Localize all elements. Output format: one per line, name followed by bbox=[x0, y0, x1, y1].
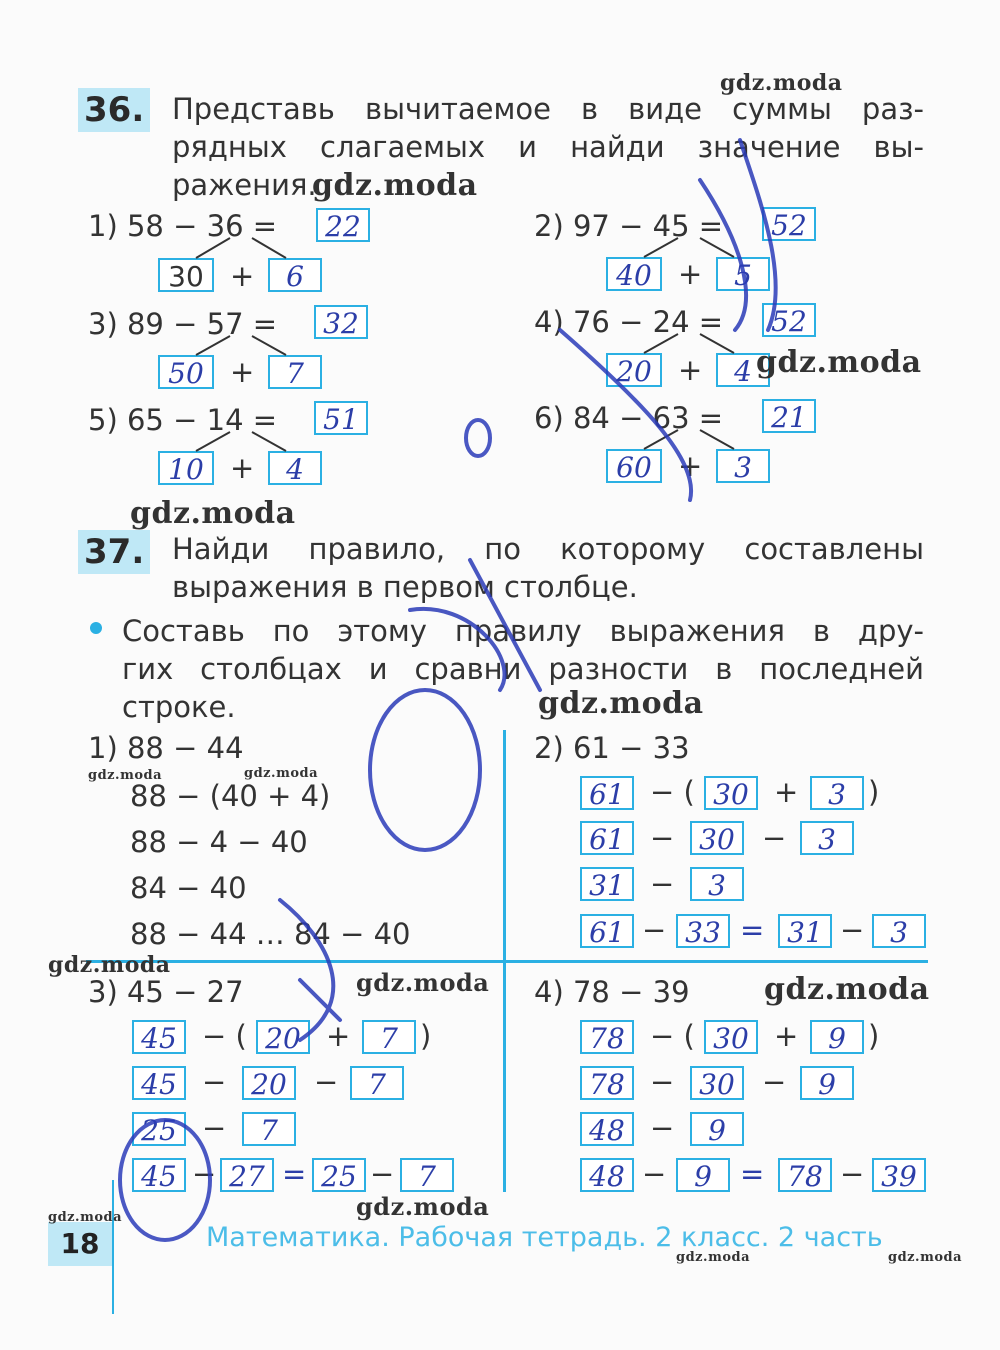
book-title: Математика. Рабочая тетрадь. 2 класс. 2 часть bbox=[206, 1222, 883, 1253]
col-2-r3-b[interactable]: 3 bbox=[690, 867, 744, 901]
watermark: gdz.moda bbox=[720, 70, 843, 96]
minus-sign: − bbox=[192, 1157, 217, 1191]
watermark: gdz.moda bbox=[356, 968, 490, 997]
col-1-line-1: 88 − (40 + 4) bbox=[130, 779, 331, 813]
bullet-dot bbox=[90, 622, 102, 634]
watermark: gdz.moda bbox=[538, 686, 704, 721]
watermark: gdz.moda bbox=[356, 1192, 490, 1221]
task-36-item-6-b[interactable]: 3 bbox=[716, 449, 770, 483]
col-2-r4-c[interactable]: 31 bbox=[778, 914, 832, 948]
task-36-item-2-a[interactable]: 40 bbox=[606, 257, 662, 291]
task-36-item-1-b[interactable]: 6 bbox=[268, 258, 322, 292]
watermark: gdz.moda bbox=[888, 1250, 963, 1265]
minus-sign: − bbox=[840, 913, 865, 947]
plus-sign: + bbox=[230, 259, 255, 293]
minus-sign: − bbox=[202, 1065, 227, 1099]
minus-sign: − bbox=[840, 1157, 865, 1191]
col-4-r2-a[interactable]: 78 bbox=[580, 1066, 634, 1100]
col-4-r3-b[interactable]: 9 bbox=[690, 1112, 744, 1146]
col-4-title: 4) 78 − 39 bbox=[534, 975, 690, 1009]
plus-sign: + bbox=[230, 451, 255, 485]
col-2-title: 2) 61 − 33 bbox=[534, 731, 690, 765]
minus-sign: − bbox=[650, 1111, 675, 1145]
plus-sign: + bbox=[678, 449, 703, 483]
watermark: gdz.moda bbox=[88, 768, 163, 783]
close-paren: ) bbox=[868, 1019, 880, 1053]
col-2-r3-a[interactable]: 31 bbox=[580, 867, 634, 901]
minus-sign: − bbox=[762, 1065, 787, 1099]
minus-open: − ( bbox=[650, 1019, 695, 1053]
col-3-r4-c[interactable]: 25 bbox=[312, 1158, 366, 1192]
minus-sign: − bbox=[650, 867, 675, 901]
watermark: gdz.moda bbox=[48, 1210, 123, 1225]
col-3-r3-b[interactable]: 7 bbox=[242, 1112, 296, 1146]
task-36-line-3: ражения. bbox=[172, 168, 317, 202]
watermark: gdz.moda bbox=[756, 345, 922, 380]
task-36-item-5-expr: 5) 65 − 14 = bbox=[88, 403, 278, 437]
task-37-bullet-line-2: гих столбцах и сравни разности в последней bbox=[122, 652, 924, 686]
watermark: gdz.moda bbox=[764, 972, 930, 1007]
watermark: gdz.moda bbox=[244, 766, 319, 781]
task-36-item-3-expr: 3) 89 − 57 = bbox=[88, 307, 278, 341]
col-2-r2-c[interactable]: 3 bbox=[800, 821, 854, 855]
col-2-r4-a[interactable]: 61 bbox=[580, 914, 634, 948]
col-4-r4-b[interactable]: 9 bbox=[676, 1158, 730, 1192]
col-3-r3-a[interactable]: 25 bbox=[132, 1112, 186, 1146]
task-37-line-1: Найди правило, по которому составлены bbox=[172, 532, 924, 566]
col-1-line-4: 88 − 44 … 84 − 40 bbox=[130, 917, 411, 951]
watermark: gdz.moda bbox=[312, 168, 478, 203]
task-36-item-4-b[interactable]: 4 bbox=[716, 353, 770, 387]
minus-sign: − bbox=[202, 1111, 227, 1145]
col-4-r1-a[interactable]: 78 bbox=[580, 1020, 634, 1054]
col-3-r1-b[interactable]: 20 bbox=[256, 1020, 310, 1054]
horizontal-divider bbox=[86, 960, 928, 963]
comparison-sign: = bbox=[740, 1157, 765, 1191]
plus-sign: + bbox=[230, 355, 255, 389]
col-3-r1-a[interactable]: 45 bbox=[132, 1020, 186, 1054]
col-2-r2-a[interactable]: 61 bbox=[580, 821, 634, 855]
task-37-bullet-line-3: строке. bbox=[122, 690, 236, 724]
task-36-item-5-answer[interactable]: 51 bbox=[314, 401, 368, 435]
minus-sign: − bbox=[650, 821, 675, 855]
task-37-bullet-text bbox=[122, 612, 924, 726]
comparison-sign: = bbox=[740, 913, 765, 947]
col-2-r1-a[interactable]: 61 bbox=[580, 776, 634, 810]
col-3-r4-b[interactable]: 27 bbox=[220, 1158, 274, 1192]
task-36-item-3-answer[interactable]: 32 bbox=[314, 305, 368, 339]
task-36-number: 36. bbox=[78, 88, 150, 132]
col-3-r4-a[interactable]: 45 bbox=[132, 1158, 186, 1192]
col-4-r4-a[interactable]: 48 bbox=[580, 1158, 634, 1192]
task-36-item-3-b[interactable]: 7 bbox=[268, 355, 322, 389]
task-36-item-1-expr: 1) 58 − 36 = bbox=[88, 209, 278, 243]
col-4-r2-b[interactable]: 30 bbox=[690, 1066, 744, 1100]
minus-sign: − bbox=[642, 1157, 667, 1191]
plus-sign: + bbox=[678, 353, 703, 387]
task-36-item-2-expr: 2) 97 − 45 = bbox=[534, 209, 724, 243]
plus-sign: + bbox=[326, 1019, 351, 1053]
task-37-bullet-line-1: Составь по этому правилу выражения в дру- bbox=[122, 614, 924, 648]
col-2-r2-b[interactable]: 30 bbox=[690, 821, 744, 855]
col-4-r4-c[interactable]: 78 bbox=[778, 1158, 832, 1192]
task-36-item-2-answer[interactable]: 52 bbox=[762, 207, 816, 241]
task-37-number: 37. bbox=[78, 530, 150, 574]
task-36-item-4-expr: 4) 76 − 24 = bbox=[534, 305, 724, 339]
col-3-r2-c[interactable]: 7 bbox=[350, 1066, 404, 1100]
task-36-item-1-answer[interactable]: 22 bbox=[316, 208, 370, 242]
minus-sign: − bbox=[642, 913, 667, 947]
col-3-title: 3) 45 − 27 bbox=[88, 975, 244, 1009]
task-36-item-4-a[interactable]: 20 bbox=[606, 353, 662, 387]
col-2-r4-b[interactable]: 33 bbox=[676, 914, 730, 948]
col-4-r4-d[interactable]: 39 bbox=[872, 1158, 926, 1192]
watermark: gdz.moda bbox=[48, 952, 171, 978]
minus-sign: − bbox=[314, 1065, 339, 1099]
task-36-text bbox=[172, 90, 924, 204]
watermark: gdz.moda bbox=[676, 1250, 751, 1265]
watermark: gdz.moda bbox=[130, 496, 296, 531]
minus-open: − ( bbox=[202, 1019, 247, 1053]
task-36-item-6-a[interactable]: 60 bbox=[606, 449, 662, 483]
task-36-item-2-b[interactable]: 5 bbox=[716, 257, 770, 291]
close-paren: ) bbox=[420, 1019, 432, 1053]
plus-sign: + bbox=[774, 1019, 799, 1053]
comparison-sign: = bbox=[282, 1157, 307, 1191]
plus-sign: + bbox=[678, 257, 703, 291]
task-37-line-2: выражения в первом столбце. bbox=[172, 570, 638, 604]
task-37-text bbox=[172, 530, 924, 606]
col-3-r4-d[interactable]: 7 bbox=[400, 1158, 454, 1192]
minus-sign: − bbox=[650, 1065, 675, 1099]
col-3-r2-b[interactable]: 20 bbox=[242, 1066, 296, 1100]
col-4-r2-c[interactable]: 9 bbox=[800, 1066, 854, 1100]
task-36-line-1: Представь вычитаемое в виде суммы раз- bbox=[172, 92, 924, 126]
task-36-item-4-answer[interactable]: 52 bbox=[762, 303, 816, 337]
left-margin-line bbox=[112, 1180, 114, 1314]
page-number: 18 bbox=[48, 1222, 112, 1266]
col-1-title: 1) 88 − 44 bbox=[88, 731, 244, 765]
close-paren: ) bbox=[868, 775, 880, 809]
col-2-r1-c[interactable]: 3 bbox=[810, 776, 864, 810]
col-3-r1-c[interactable]: 7 bbox=[362, 1020, 416, 1054]
task-36-item-6-answer[interactable]: 21 bbox=[762, 399, 816, 433]
task-36-item-3-a[interactable]: 50 bbox=[158, 355, 214, 389]
task-36-line-2: рядных слагаемых и найди значение вы- bbox=[172, 130, 924, 164]
col-1-line-2: 88 − 4 − 40 bbox=[130, 825, 308, 859]
col-4-r1-b[interactable]: 30 bbox=[704, 1020, 758, 1054]
col-2-r4-d[interactable]: 3 bbox=[872, 914, 926, 948]
task-36-item-1-a[interactable]: 30 bbox=[158, 258, 214, 292]
col-4-r1-c[interactable]: 9 bbox=[810, 1020, 864, 1054]
task-36-item-6-expr: 6) 84 − 63 = bbox=[534, 401, 724, 435]
task-36-item-5-b[interactable]: 4 bbox=[268, 451, 322, 485]
col-1-line-3: 84 − 40 bbox=[130, 871, 247, 905]
minus-sign: − bbox=[762, 821, 787, 855]
plus-sign: + bbox=[774, 775, 799, 809]
col-2-r1-b[interactable]: 30 bbox=[704, 776, 758, 810]
col-4-r3-a[interactable]: 48 bbox=[580, 1112, 634, 1146]
col-3-r2-a[interactable]: 45 bbox=[132, 1066, 186, 1100]
minus-open: − ( bbox=[650, 775, 695, 809]
minus-sign: − bbox=[370, 1157, 395, 1191]
task-36-item-5-a[interactable]: 10 bbox=[158, 451, 214, 485]
